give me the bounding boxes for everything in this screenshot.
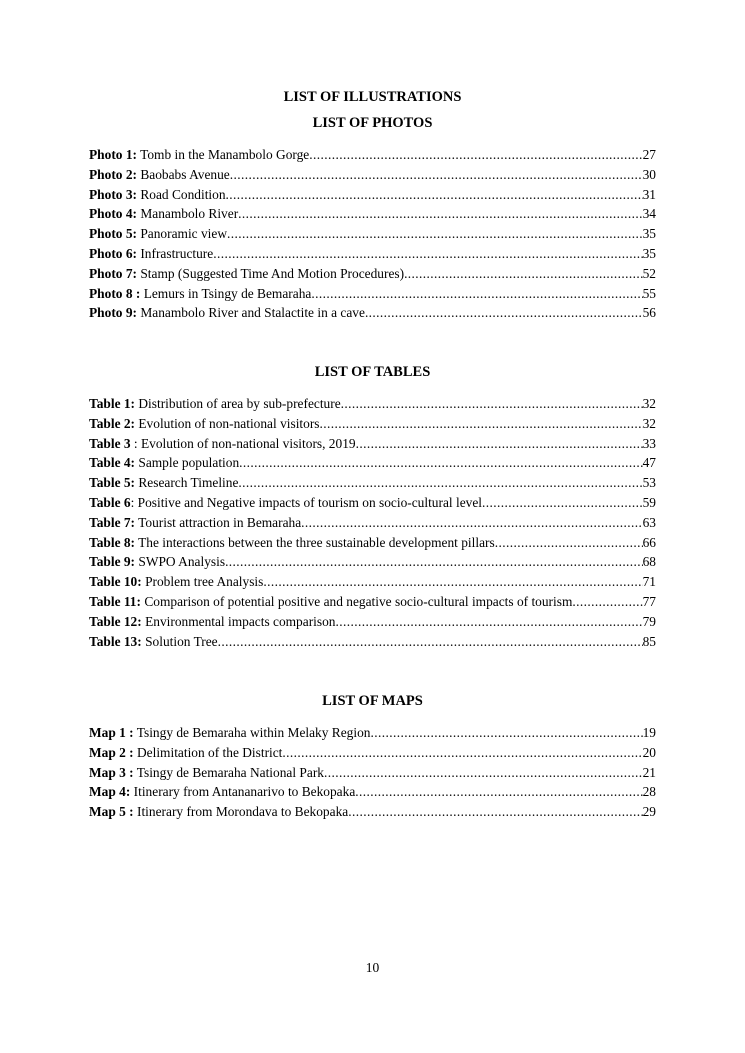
dot-leader	[370, 725, 642, 741]
entry-title	[131, 495, 482, 511]
entry-title	[131, 436, 356, 452]
entry-label: Table 7:	[89, 514, 136, 530]
dot-leader	[311, 286, 642, 302]
list-item	[89, 187, 656, 207]
entry-title-text: Tsingy de Bemaraha National Park	[136, 764, 324, 780]
entry-page-number: 63	[642, 514, 656, 530]
dot-leader	[301, 515, 642, 531]
entry-label: Map 1 :	[89, 725, 134, 740]
dot-leader	[495, 535, 643, 551]
entry-title-text: Evolution of non-national visitors	[138, 415, 320, 431]
dot-leader	[238, 206, 642, 222]
dot-leader	[238, 475, 642, 491]
entry-title-text: Delimitation of the District	[137, 744, 283, 760]
entry-label: Table 12:	[89, 613, 142, 629]
list-item	[89, 436, 656, 456]
dot-leader	[213, 246, 642, 262]
entry-title	[135, 515, 301, 531]
entry-page-number: 68	[642, 554, 656, 570]
entry-page-number: 30	[642, 166, 656, 182]
entry-title-text: Lemurs in Tsingy de Bemaraha	[143, 285, 312, 301]
entry-page-number: 32	[642, 415, 656, 431]
entry-page-number: 66	[642, 534, 656, 550]
entry-label: Photo 3:	[89, 186, 137, 202]
entry-title	[135, 416, 320, 432]
dot-leader	[218, 634, 643, 650]
list-item	[89, 574, 656, 594]
entry-title-text: Distribution of area by sub-prefecture	[138, 396, 341, 411]
list-item	[89, 745, 656, 765]
entry-page-number: 56	[642, 305, 656, 321]
entry-page-number: 52	[642, 265, 656, 281]
entry-page-number: 21	[642, 764, 656, 780]
dot-leader	[263, 574, 642, 590]
entry-title	[135, 475, 238, 491]
list-item	[89, 416, 656, 436]
entry-label: Table 13:	[89, 633, 142, 649]
dot-leader	[356, 436, 643, 452]
list-item	[89, 804, 656, 824]
dot-leader	[482, 495, 643, 511]
entry-label: Photo 9:	[89, 305, 137, 321]
list-item	[89, 614, 656, 634]
list-item	[89, 167, 656, 187]
entry-label: Photo 8 :	[89, 285, 141, 301]
entry-title-text: Problem tree Analysis	[145, 574, 264, 590]
entry-label: Table 1:	[89, 396, 136, 411]
entry-title-text: Environmental impacts comparison	[145, 613, 336, 629]
entry-page-number: 35	[642, 245, 656, 261]
entry-title	[134, 745, 283, 761]
entry-page-number: 47	[642, 455, 656, 471]
entry-label: Photo 2:	[89, 166, 137, 182]
dot-leader	[309, 147, 642, 163]
entry-title-text: Baobabs Avenue	[140, 166, 230, 182]
page-title: LIST OF ILLUSTRATIONS	[283, 89, 462, 105]
photos-heading: LIST OF PHOTOS	[312, 115, 433, 131]
list-item	[89, 634, 656, 654]
entry-separator: :	[130, 435, 141, 451]
maps-heading: LIST OF MAPS	[322, 693, 423, 709]
entry-label: Table 11:	[89, 593, 141, 609]
entry-page-number: 71	[642, 574, 656, 590]
entry-title	[135, 554, 225, 570]
entry-title	[137, 147, 309, 163]
entry-title	[137, 206, 238, 222]
list-item	[89, 266, 656, 286]
entry-separator: :	[130, 494, 138, 510]
list-item	[89, 725, 656, 745]
list-item	[89, 765, 656, 785]
list-item	[89, 515, 656, 535]
list-item	[89, 305, 656, 325]
entry-title	[142, 574, 264, 590]
entry-title	[142, 634, 218, 650]
entry-title-text: Panoramic view	[140, 226, 227, 242]
entry-label: Map 5 :	[89, 804, 134, 820]
tables-list	[89, 396, 656, 653]
list-item	[89, 396, 656, 416]
entry-page-number: 59	[642, 494, 656, 510]
entry-label: Map 4:	[89, 784, 131, 800]
dot-leader	[225, 554, 643, 570]
entry-label: Table 9:	[89, 554, 136, 570]
entry-title-text: Manambolo River	[140, 206, 239, 222]
entry-page-number: 31	[642, 186, 656, 202]
entry-title-text: SWPO Analysis	[138, 554, 226, 570]
entry-label: Table 10:	[89, 574, 142, 590]
entry-title-text: Solution Tree	[145, 633, 218, 649]
entry-title	[130, 784, 355, 800]
entry-title	[141, 594, 572, 610]
entry-title-text: Sample population	[138, 455, 240, 471]
entry-page-number: 19	[642, 725, 656, 740]
entry-page-number: 53	[642, 475, 656, 491]
entry-title	[135, 535, 495, 551]
dot-leader	[320, 416, 643, 432]
dot-leader	[282, 745, 642, 761]
entry-title	[134, 725, 371, 741]
list-item	[89, 226, 656, 246]
list-item	[89, 475, 656, 495]
list-item	[89, 594, 656, 614]
entry-page-number: 77	[642, 593, 656, 609]
entry-page-number: 28	[642, 784, 656, 800]
entry-title	[135, 396, 341, 412]
entry-title-text: Infrastructure	[140, 245, 214, 261]
dot-leader	[335, 614, 642, 630]
dot-leader	[348, 804, 642, 820]
entry-page-number: 20	[642, 744, 656, 760]
entry-label: Photo 4:	[89, 206, 137, 222]
entry-page-number: 34	[642, 206, 656, 222]
entry-label: Table 5:	[89, 475, 136, 491]
entry-label: Map 3 :	[89, 764, 134, 780]
entry-title-text: Itinerary from Antananarivo to Bekopaka	[133, 784, 356, 800]
entry-title-text: Itinerary from Morondava to Bekopaka	[137, 804, 349, 820]
entry-label: Photo 1:	[89, 147, 137, 162]
entry-label: Map 2 :	[89, 744, 134, 760]
list-item	[89, 554, 656, 574]
entry-title-text: Manambolo River and Stalactite in a cave	[140, 305, 365, 321]
entry-label: Photo 6:	[89, 245, 137, 261]
entry-page-number: 33	[642, 435, 656, 451]
entry-page-number: 29	[642, 804, 656, 820]
entry-title	[137, 167, 230, 183]
entry-label: Table 2:	[89, 415, 136, 431]
entry-title-text: Comparison of potential positive and negative socio-cultural impacts of tourism	[144, 593, 573, 609]
dot-leader	[355, 784, 642, 800]
dot-leader	[341, 396, 643, 412]
entry-title	[135, 455, 239, 471]
dot-leader	[324, 765, 643, 781]
entry-title	[142, 614, 336, 630]
photos-list	[89, 147, 656, 325]
entry-label: Photo 7:	[89, 265, 137, 281]
list-item	[89, 535, 656, 555]
dot-leader	[404, 266, 643, 282]
list-item	[89, 455, 656, 475]
entry-label: Photo 5:	[89, 226, 137, 242]
entry-page-number: 55	[642, 285, 656, 301]
dot-leader	[572, 594, 642, 610]
entry-title	[137, 246, 213, 262]
entry-title	[137, 226, 227, 242]
list-item	[89, 286, 656, 306]
entry-page-number: 32	[642, 396, 656, 411]
page-number: 10	[365, 960, 380, 975]
entry-title	[137, 266, 404, 282]
entry-title-text: Evolution of non-national visitors, 2019	[140, 435, 356, 451]
dot-leader	[226, 187, 643, 203]
entry-label: Table 6	[89, 494, 131, 510]
list-item	[89, 495, 656, 515]
entry-title-text: Positive and Negative impacts of tourism on socio-cultural level	[137, 494, 482, 510]
tables-heading: LIST OF TABLES	[314, 364, 431, 380]
entry-label: Table 3	[89, 435, 131, 451]
entry-title	[137, 187, 226, 203]
entry-title-text: The interactions between the three sustainable development pillars	[138, 534, 495, 550]
entry-label: Table 4:	[89, 455, 136, 471]
dot-leader	[230, 167, 643, 183]
entry-title-text: Tourist attraction in Bemaraha	[138, 514, 302, 530]
entry-page-number: 35	[642, 226, 656, 242]
entry-title	[137, 305, 365, 321]
entry-title	[134, 765, 324, 781]
list-item	[89, 206, 656, 226]
dot-leader	[365, 305, 643, 321]
entry-page-number: 79	[642, 613, 656, 629]
entry-title-text: Tomb in the Manambolo Gorge	[140, 147, 310, 162]
list-item	[89, 784, 656, 804]
entry-page-number: 27	[642, 147, 656, 162]
entry-title-text: Stamp (Suggested Time And Motion Procedures)	[140, 265, 405, 281]
entry-label: Table 8:	[89, 534, 136, 550]
entry-title-text: Tsingy de Bemaraha within Melaky Region	[136, 725, 371, 740]
maps-list	[89, 725, 656, 824]
entry-title-text: Road Condition	[140, 186, 226, 202]
entry-title	[140, 286, 311, 302]
entry-title-text: Research Timeline	[138, 475, 239, 491]
entry-title	[134, 804, 349, 820]
dot-leader	[239, 455, 642, 471]
list-item	[89, 246, 656, 266]
entry-page-number: 85	[642, 633, 656, 649]
list-item	[89, 147, 656, 167]
dot-leader	[227, 226, 643, 242]
